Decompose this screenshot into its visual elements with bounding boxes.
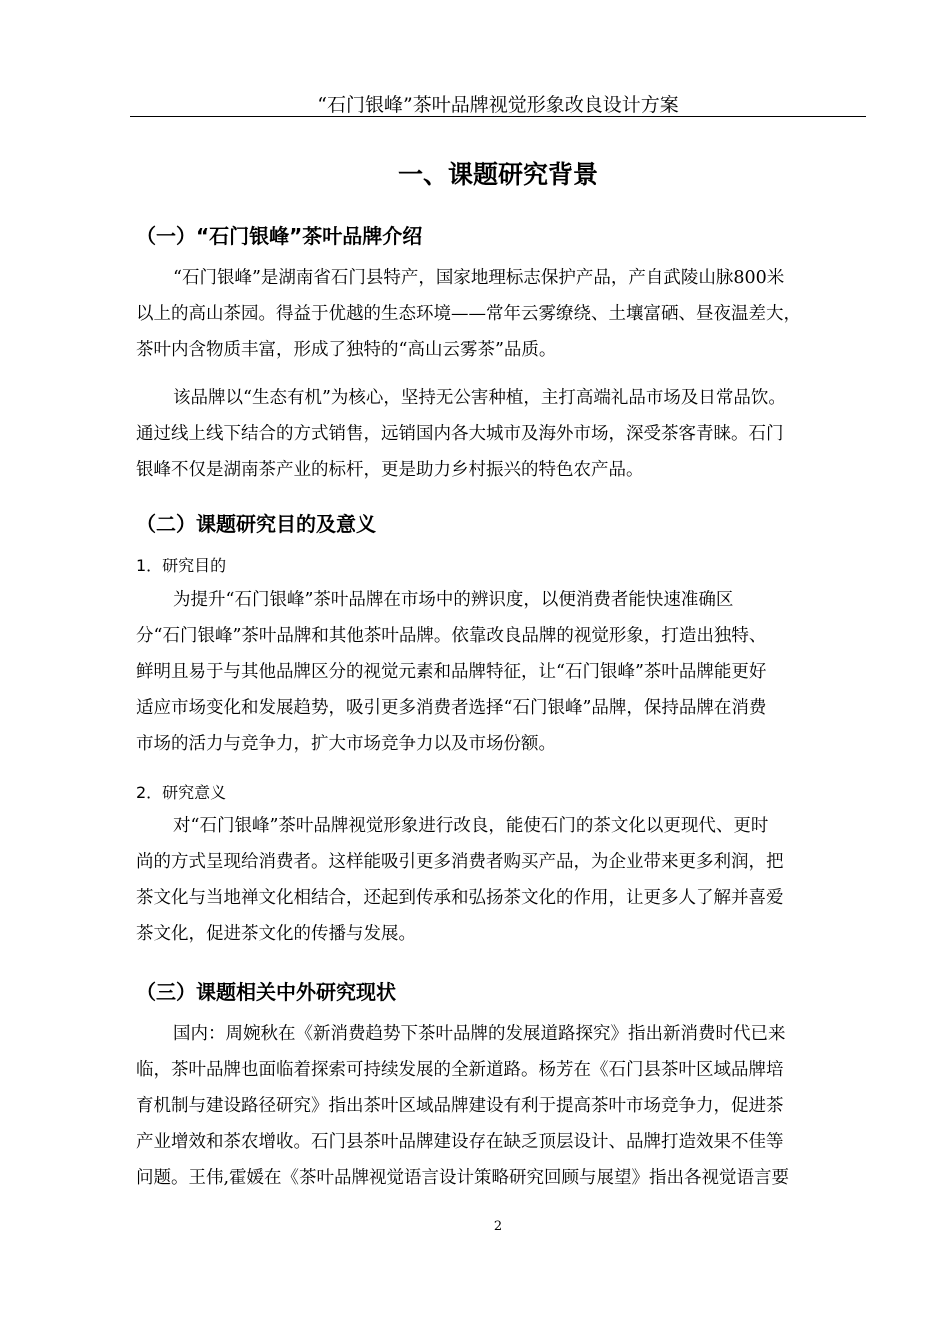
text-line: 茶叶内含物质丰富，形成了独特的“高山云雾茶”品质。 bbox=[136, 340, 557, 360]
text-line: “石门银峰”是湖南省石门县特产，国家地理标志保护产品，产自武陵山脉800米 bbox=[173, 268, 785, 288]
text-line: 国内：周婉秋在《新消费趋势下茶叶品牌的发展道路探究》指出新消费时代已来 bbox=[173, 1024, 786, 1044]
text-line: 市场的活力与竞争力，扩大市场竞争力以及市场份额。 bbox=[136, 734, 556, 754]
subsection-title-brand-intro: （一）“石门银峰”茶叶品牌介绍 bbox=[136, 224, 423, 248]
text-line: 适应市场变化和发展趋势，吸引更多消费者选择“石门银峰”品牌，保持品牌在消费 bbox=[136, 698, 767, 718]
text-line: 茶文化与当地禅文化相结合，还起到传承和弘扬茶文化的作用，让更多人了解并喜爱 bbox=[136, 888, 784, 908]
paragraph-brand-intro-2 bbox=[136, 380, 872, 488]
subsection-title-purpose: （二）课题研究目的及意义 bbox=[136, 512, 376, 536]
text-line: 临，茶叶品牌也面临着探索可持续发展的全新道路。杨芳在《石门县茶叶区域品牌培 bbox=[136, 1060, 784, 1080]
running-header: “石门银峰”茶叶品牌视觉形象改良设计方案 bbox=[317, 94, 679, 116]
text-line: 该品牌以“生态有机”为核心，坚持无公害种植，主打高端礼品市场及日常品饮。 bbox=[173, 388, 786, 408]
paragraph-research-purpose bbox=[136, 582, 872, 762]
header-rule bbox=[130, 116, 866, 117]
text-line: 问题。王伟,霍媛在《茶叶品牌视觉语言设计策略研究回顾与展望》指出各视觉语言要 bbox=[136, 1168, 790, 1188]
page-number: 2 bbox=[493, 1219, 503, 1234]
text-line: 茶文化，促进茶文化的传播与发展。 bbox=[136, 924, 416, 944]
item-title-research-significance: 2．研究意义 bbox=[136, 783, 227, 802]
text-line: 尚的方式呈现给消费者。这样能吸引更多消费者购买产品，为企业带来更多利润，把 bbox=[136, 852, 784, 872]
text-line: 分“石门银峰”茶叶品牌和其他茶叶品牌。依靠改良品牌的视觉形象，打造出独特、 bbox=[136, 626, 767, 646]
section-title: 一、课题研究背景 bbox=[397, 160, 598, 189]
paragraph-brand-intro-1 bbox=[136, 260, 872, 368]
text-line: 银峰不仅是湖南茶产业的标杆，更是助力乡村振兴的特色农产品。 bbox=[136, 460, 644, 480]
subsection-title-research-status: （三）课题相关中外研究现状 bbox=[136, 980, 396, 1004]
text-line: 通过线上线下结合的方式销售，远销国内各大城市及海外市场，深受茶客青睐。石门 bbox=[136, 424, 784, 444]
text-line: 鲜明且易于与其他品牌区分的视觉元素和品牌特征，让“石门银峰”茶叶品牌能更好 bbox=[136, 662, 767, 682]
text-line: 为提升“石门银峰”茶叶品牌在市场中的辨识度，以便消费者能快速准确区 bbox=[173, 590, 734, 610]
text-line: 产业增效和茶农增收。石门县茶叶品牌建设存在缺乏顶层设计、品牌打造效果不佳等 bbox=[136, 1132, 784, 1152]
text-line: 育机制与建设路径研究》指出茶叶区域品牌建设有利于提高茶叶市场竞争力，促进茶 bbox=[136, 1096, 784, 1116]
paragraph-research-significance bbox=[136, 808, 872, 952]
text-line: 对“石门银峰”茶叶品牌视觉形象进行改良，能使石门的茶文化以更现代、更时 bbox=[173, 816, 769, 836]
item-title-research-purpose: 1．研究目的 bbox=[136, 556, 227, 575]
text-line: 以上的高山茶园。得益于优越的生态环境——常年云雾缭绕、土壤富硒、昼夜温差大， bbox=[136, 304, 801, 324]
paragraph-research-status bbox=[136, 1016, 872, 1196]
